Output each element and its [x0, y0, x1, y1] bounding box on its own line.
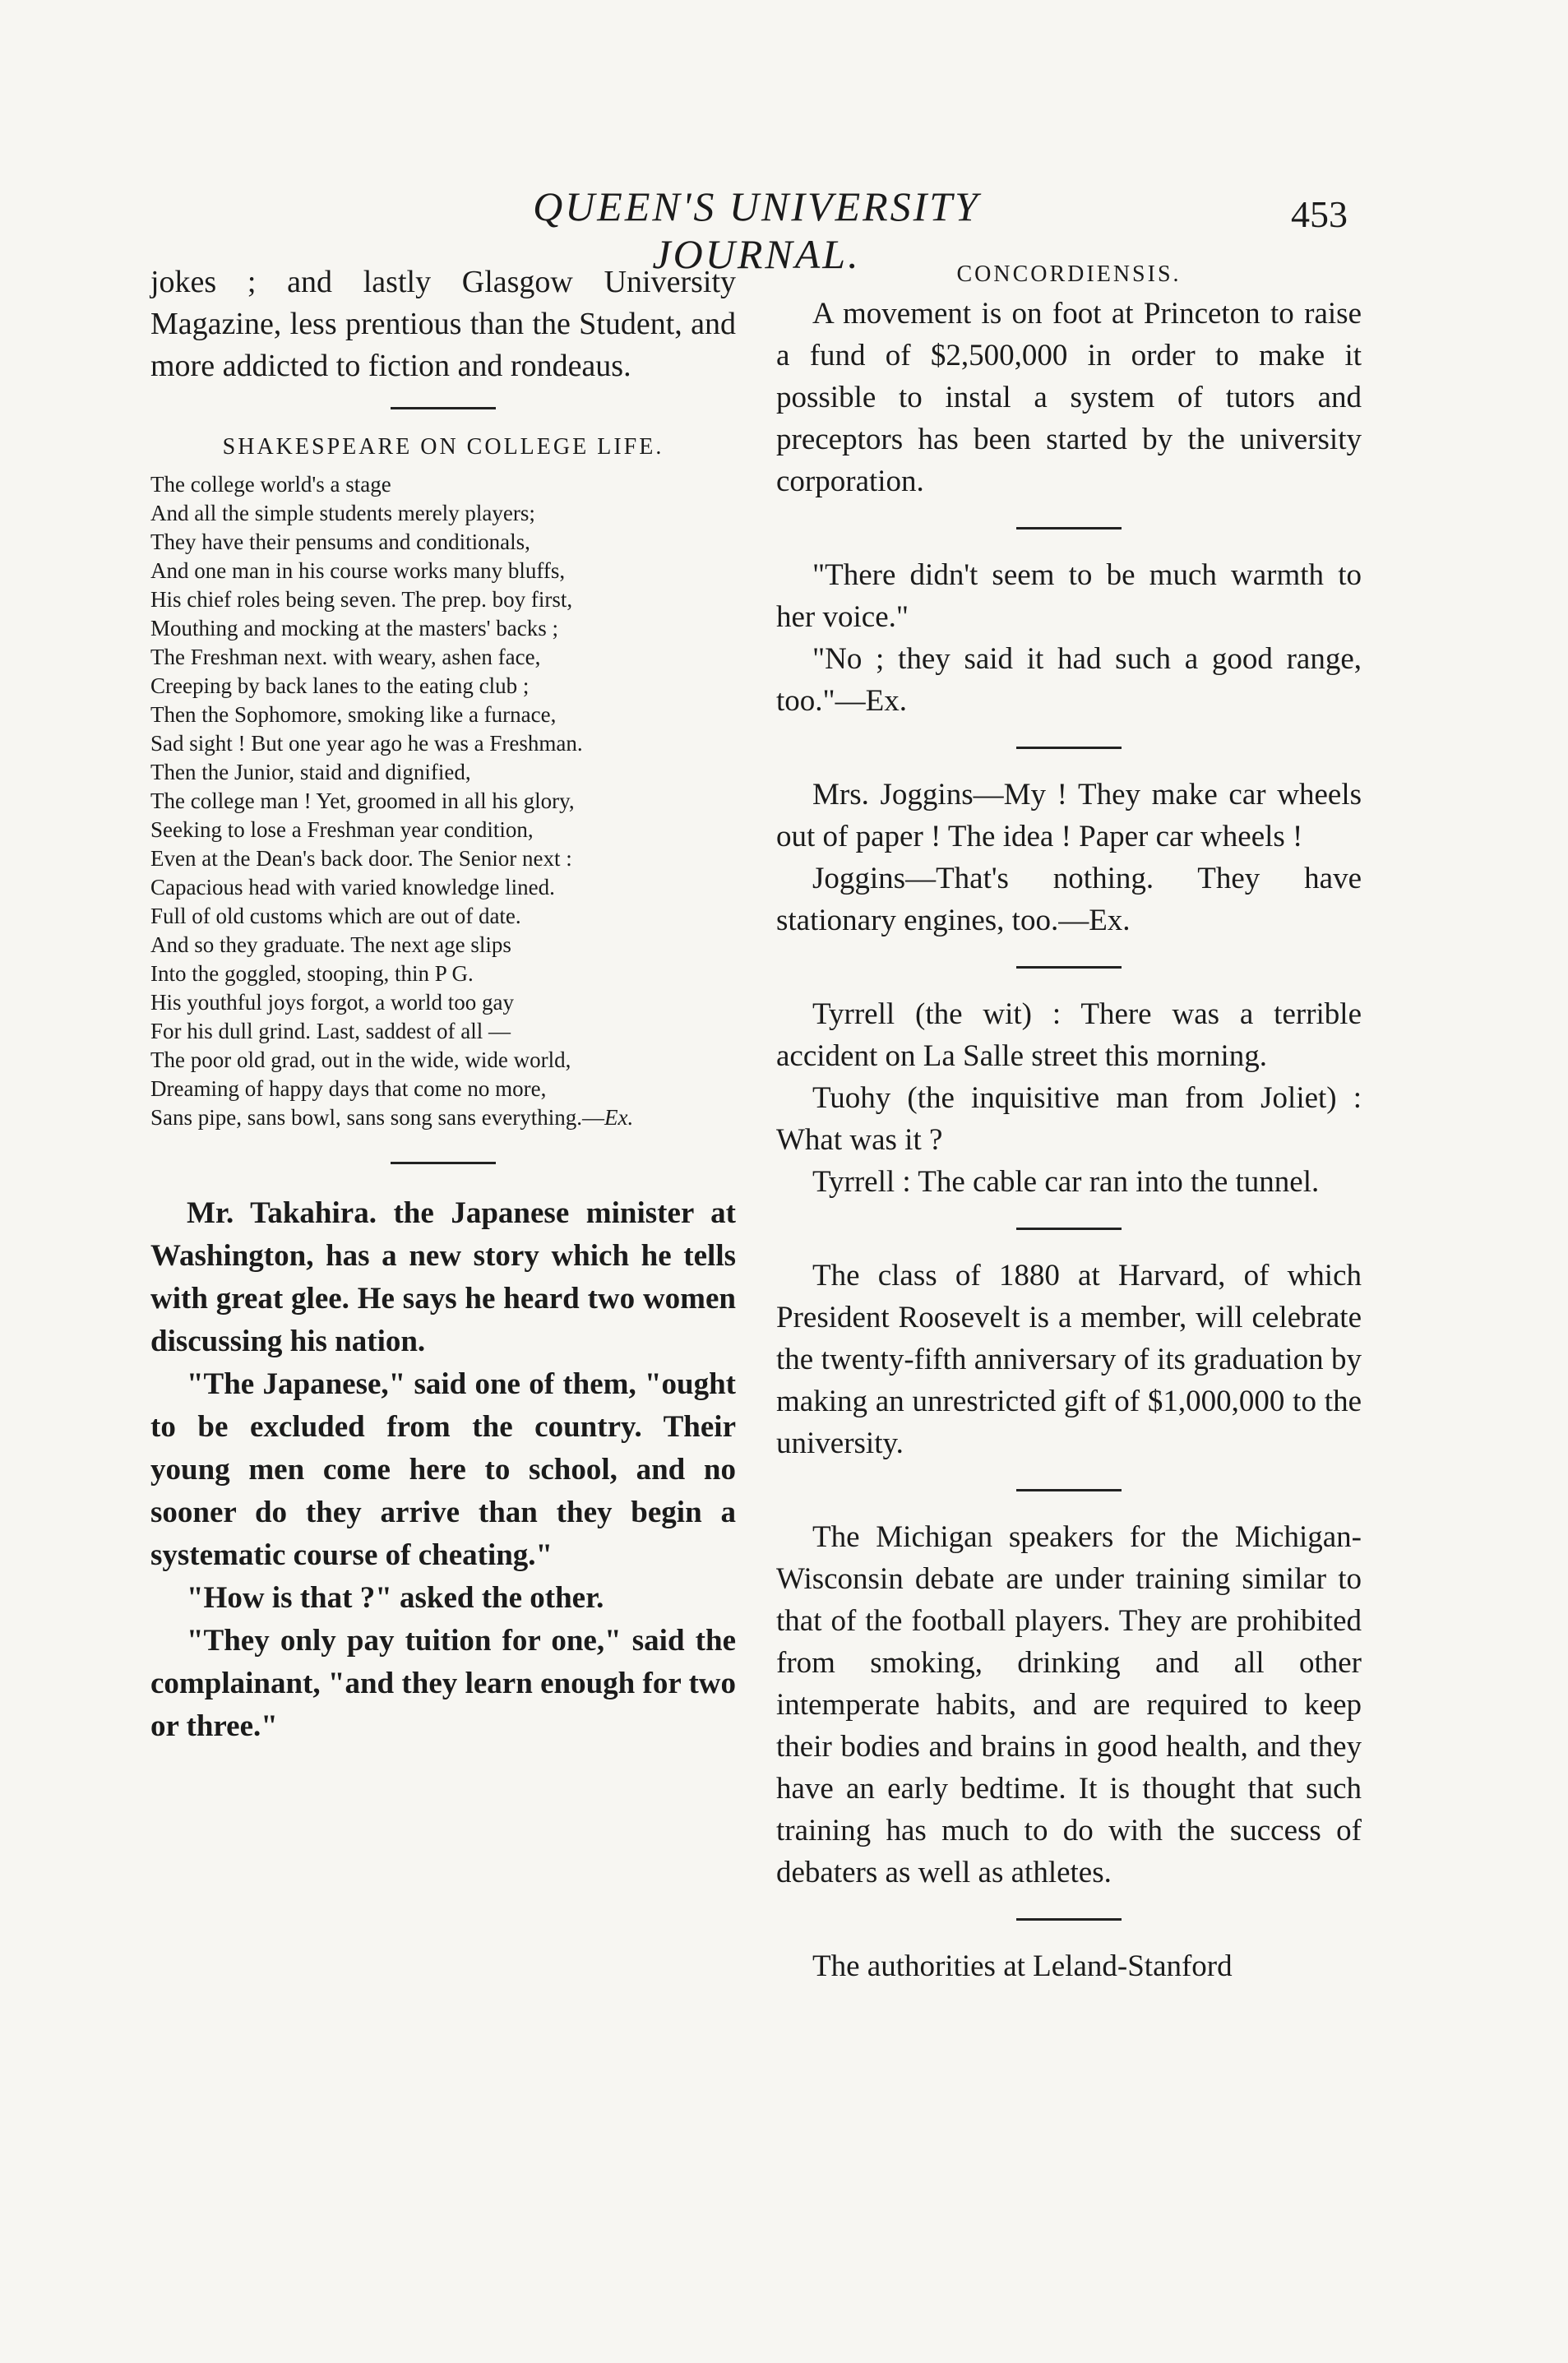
poem-line: For his dull grind. Last, saddest of all —	[150, 1019, 511, 1043]
poem-line: Sad sight ! But one year ago he was a Freshman.	[150, 731, 583, 756]
joke-paragraph: Mrs. Joggins—My ! They make car wheels out of paper ! The idea ! Paper car wheels !	[776, 778, 1362, 853]
poem-line: The poor old grad, out in the wide, wide world,	[150, 1047, 571, 1072]
poem-line: Full of old customs which are out of date.	[150, 904, 521, 928]
section-divider	[1016, 527, 1122, 529]
poem-line: The Freshman next. with weary, ashen face,	[150, 645, 541, 669]
poem	[150, 470, 736, 1132]
right-column	[776, 261, 1362, 1987]
poem-line: Then the Junior, staid and dignified,	[150, 760, 471, 784]
story-paragraph: "How is that ?" asked the other.	[187, 1581, 604, 1615]
section-heading: CONCORDIENSIS.	[956, 261, 1182, 287]
poem-line: And so they graduate. The next age slips	[150, 932, 511, 957]
poem-line: Dreaming of happy days that come no more,	[150, 1076, 547, 1101]
poem-line-last	[150, 1103, 736, 1132]
section-divider	[391, 407, 496, 409]
poem-line: Mouthing and mocking at the masters' backs ;	[150, 616, 559, 640]
poem-line: His youthful joys forgot, a world too gay	[150, 990, 514, 1015]
poem-source: Ex.	[604, 1105, 634, 1130]
poem-line: Seeking to lose a Freshman year condition,	[150, 817, 534, 842]
joke-paragraph: Joggins—That's nothing. They have stationary engines, too.—Ex.	[776, 862, 1362, 937]
harvard-paragraph: The class of 1880 at Harvard, of which President Roosevelt is a member, will celebrate the twenty-fifth anniversary of its graduation by making an unrestricted gift of $1,000,000 to the university.	[776, 1259, 1362, 1460]
joke-paragraph: Tyrrell (the wit) : There was a terrible accident on La Salle street this morning.	[776, 997, 1362, 1073]
section-divider	[1016, 1918, 1122, 1921]
section-divider	[1016, 966, 1122, 969]
joke-paragraph: "No ; they said it had such a good range, too."—Ex.	[776, 642, 1362, 718]
page-number: 453	[1291, 193, 1348, 235]
poem-line: Creeping by back lanes to the eating club ;	[150, 673, 530, 698]
poem-line: Then the Sophomore, smoking like a furnace,	[150, 702, 557, 727]
story-paragraph: "They only pay tuition for one," said the complainant, "and they learn enough for two or three."	[150, 1624, 736, 1743]
joke-paragraph: Tyrrell : The cable car ran into the tunnel.	[812, 1165, 1320, 1199]
michigan-paragraph: The Michigan speakers for the Michigan-Wisconsin debate are under training similar to that of the football players. They are prohibited from smoking, drinking and all other intemperate habits, and are required to keep their bodies and brains in good health, and they have an early bedtime. It is thought that such training has much to do with the success of debaters as well as athletes.	[776, 1520, 1362, 1889]
stanford-paragraph: The authorities at Leland-Stanford	[812, 1949, 1233, 1983]
section-divider	[391, 1162, 496, 1164]
poem-line: The college man ! Yet, groomed in all his glory,	[150, 788, 575, 813]
joke-paragraph: Tuohy (the inquisitive man from Joliet) : What was it ?	[776, 1081, 1362, 1157]
poem-line-text: Sans pipe, sans bowl, sans song sans everything.—	[150, 1105, 604, 1130]
section-divider	[1016, 747, 1122, 749]
poem-line: His chief roles being seven. The prep. boy first,	[150, 587, 573, 612]
poem-line: And all the simple students merely players;	[150, 501, 535, 525]
poem-title: SHAKESPEARE ON COLLEGE LIFE.	[222, 434, 664, 460]
left-column	[150, 261, 736, 1748]
princeton-paragraph: A movement is on foot at Princeton to raise a fund of $2,500,000 in order to make it possible to instal a system of tutors and preceptors has been started by the university corporation.	[776, 297, 1362, 498]
poem-line: Capacious head with varied knowledge lined.	[150, 875, 555, 899]
section-divider	[1016, 1228, 1122, 1230]
poem-line: Even at the Dean's back door. The Senior next :	[150, 846, 572, 871]
story-paragraph: Mr. Takahira. the Japanese minister at Washington, has a new story which he tells with great glee. He says he heard two women discussing his nation.	[150, 1196, 736, 1358]
poem-line: Into the goggled, stooping, thin P G.	[150, 961, 474, 986]
story-paragraph: "The Japanese," said one of them, "ought to be excluded from the country. Their young men come here to school, and no sooner do they arrive than they begin a systematic course of cheating."	[150, 1367, 736, 1572]
intro-paragraph: jokes ; and lastly Glasgow University Magazine, less prentious than the Student, and more addicted to fiction and rondeaus.	[150, 265, 736, 383]
joke-paragraph: "There didn't seem to be much warmth to her voice."	[776, 558, 1362, 634]
section-divider	[1016, 1489, 1122, 1491]
poem-line: The college world's a stage	[150, 472, 391, 497]
poem-line: They have their pensums and conditionals,	[150, 529, 530, 554]
poem-line: And one man in his course works many bluffs,	[150, 558, 566, 583]
running-title: QUEEN'S UNIVERSITY JOURNAL.	[533, 183, 980, 277]
